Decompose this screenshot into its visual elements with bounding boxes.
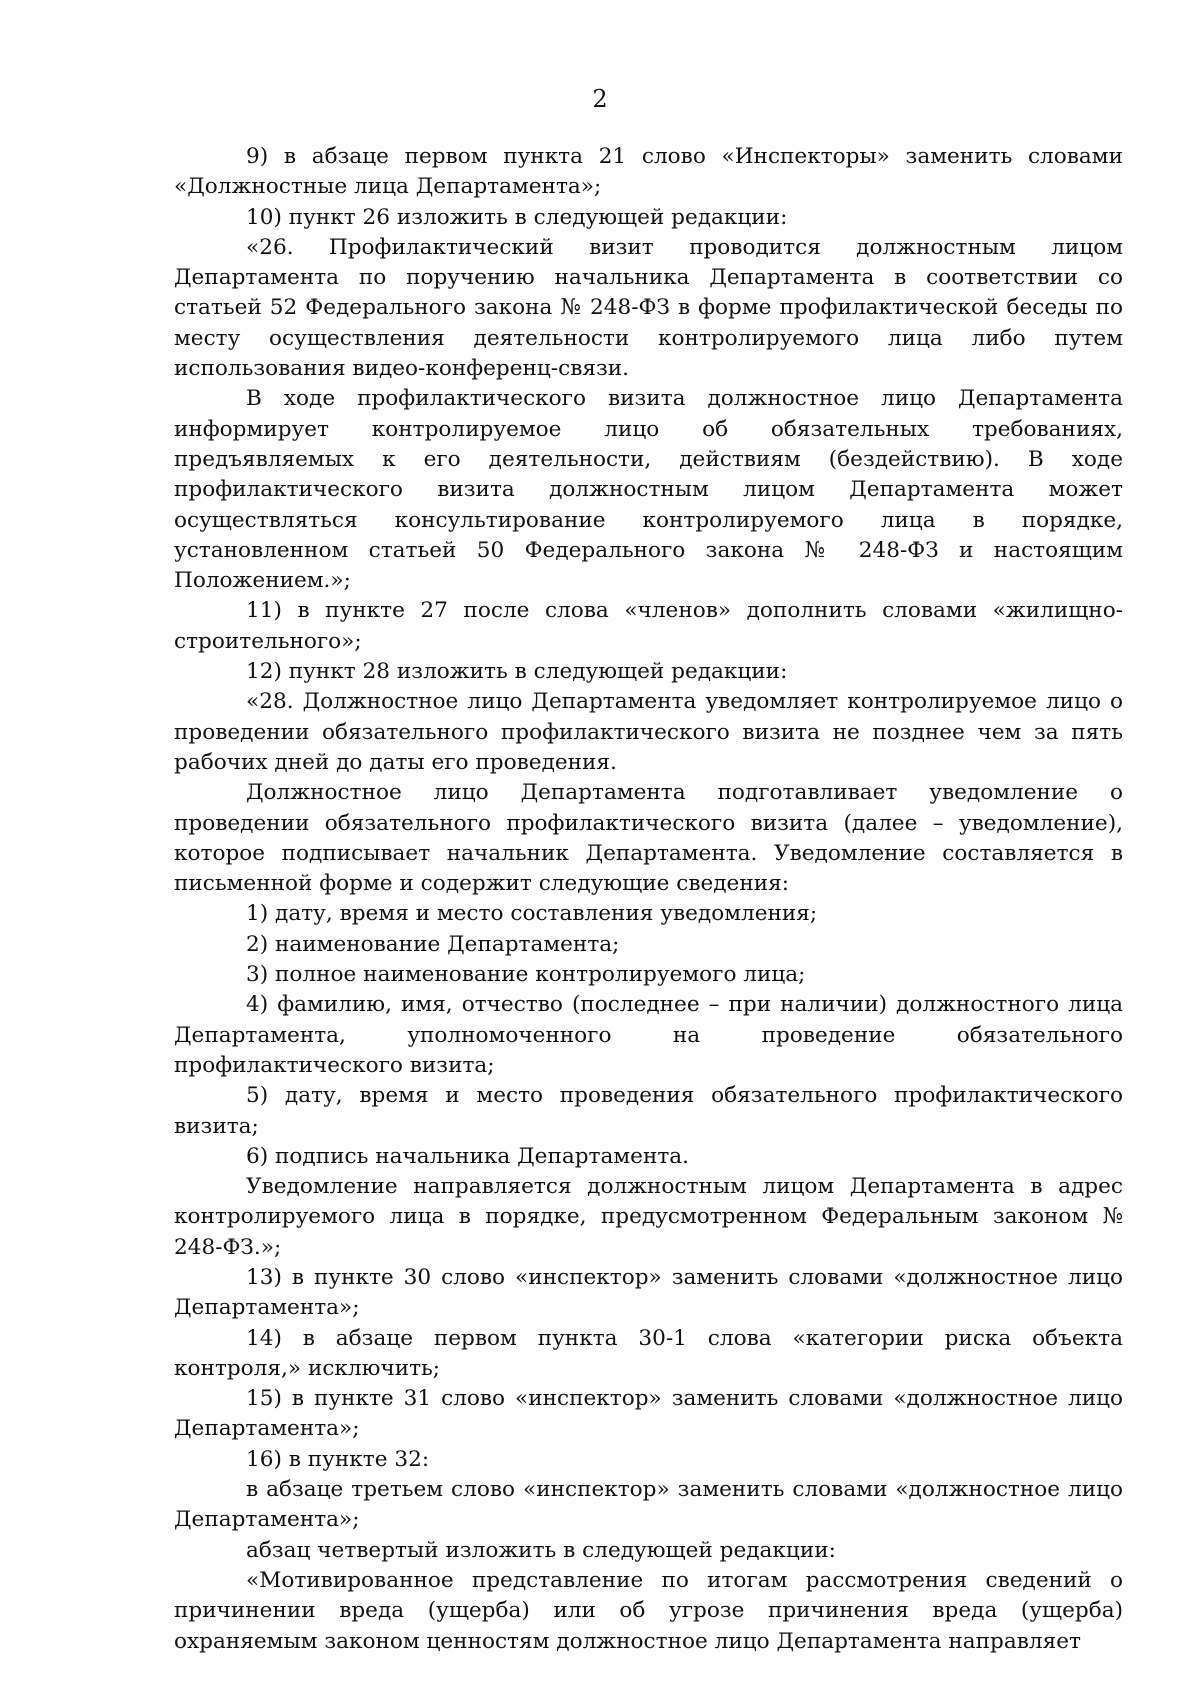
page-number: 2 — [592, 85, 608, 113]
document-body — [174, 142, 1123, 1657]
paragraph: 12) пункт 28 изложить в следующей редакции: — [246, 659, 788, 685]
paragraph: 15) в пункте 31 слово «инспектор» заменить словами «должностное лицо Департамента»; — [174, 1386, 1123, 1442]
paragraph: «Мотивированное представление по итогам рассмотрения сведений о причинении вреда (ущерба) или об угрозе причинения вреда (ущерба) охраняемым законом ценностям должностное лицо Департамента направляет — [174, 1567, 1123, 1654]
paragraph: «28. Должностное лицо Департамента уведомляет контролируемое лицо о проведении обязательного профилактического визита не позднее чем за пять рабочих дней до даты его проведения. — [174, 689, 1123, 775]
paragraph: в абзаце третьем слово «инспектор» заменить словами «должностное лицо Департамента»; — [174, 1477, 1123, 1533]
paragraph: В ходе профилактического визита должностное лицо Департамента информирует контролируемое лицо об обязательных требованиях, предъявляемых к его деятельности, действиям (бездействию). В ходе профилактического визита должностным лицом Департамента может осуществляться консультирование контролируемого лица в порядке, установленном статьей 50 Федерального закона № 248-ФЗ и настоящим Положением.»; — [174, 386, 1123, 594]
list-item: 5) дату, время и место проведения обязательного профилактического визита; — [174, 1083, 1123, 1139]
paragraph: 10) пункт 26 изложить в следующей редакции: — [246, 204, 788, 230]
paragraph: 11) в пункте 27 после слова «членов» дополнить словами «жилищно-строительного»; — [174, 598, 1123, 654]
list-item: 1) дату, время и место составления уведомления; — [246, 901, 818, 927]
list-item: 6) подпись начальника Департамента. — [246, 1143, 690, 1169]
paragraph: 14) в абзаце первом пункта 30-1 слова «категории риска объекта контроля,» исключить; — [174, 1325, 1123, 1381]
paragraph: «26. Профилактический визит проводится должностным лицом Департамента по поручению начальника Департамента в соответствии со статьей 52 Федерального закона № 248-ФЗ в форме профилактической беседы по месту осуществления деятельности контролируемого лица либо путем использования видео-конференц-связи. — [174, 234, 1123, 382]
paragraph: 16) в пункте 32: — [246, 1446, 430, 1472]
paragraph: 13) в пункте 30 слово «инспектор» заменить словами «должностное лицо Департамента»; — [174, 1264, 1123, 1321]
paragraph: 9) в абзаце первом пункта 21 слово «Инспекторы» заменить словами «Должностные лица Департамента»; — [174, 144, 1123, 200]
paragraph: абзац четвертый изложить в следующей редакции: — [246, 1537, 836, 1563]
list-item: 4) фамилию, имя, отчество (последнее – при наличии) должностного лица Департамента, уполномоченного на проведение обязательного профилактического визита; — [174, 992, 1123, 1078]
paragraph: Уведомление направляется должностным лицом Департамента в адрес контролируемого лица в порядке, предусмотренном Федеральным законом № 248-ФЗ.»; — [174, 1174, 1123, 1260]
list-item: 3) полное наименование контролируемого лица; — [246, 962, 806, 988]
list-item: 2) наименование Департамента; — [246, 931, 620, 957]
paragraph: Должностное лицо Департамента подготавливает уведомление о проведении обязательного профилактического визита (далее – уведомление), которое подписывает начальник Департамента. Уведомление составляется в письменной форме и содержит следующие сведения: — [174, 780, 1123, 897]
